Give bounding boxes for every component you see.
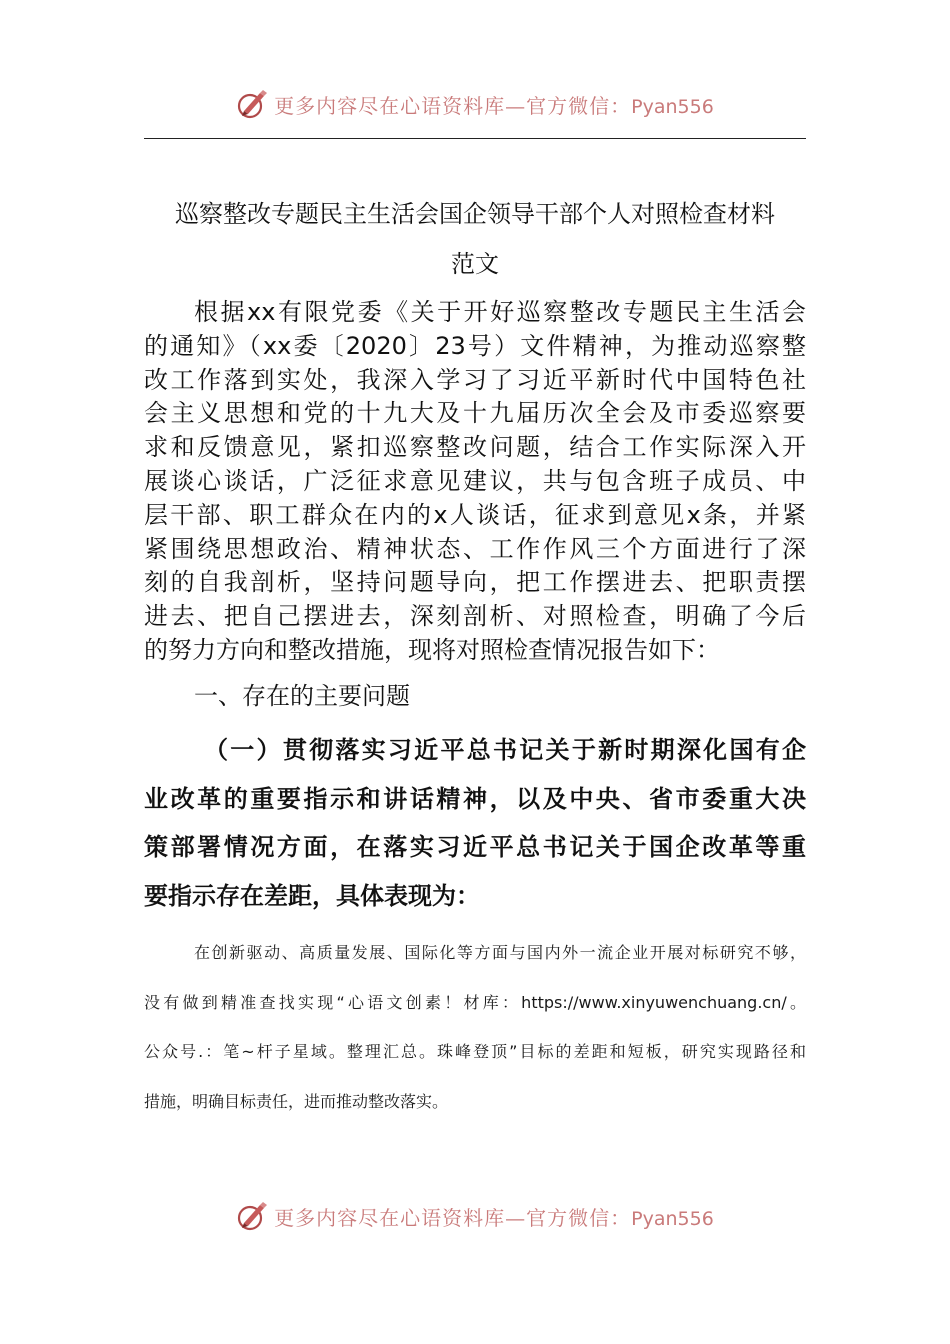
paragraph-line: 刻的自我剖析，坚持问题导向，把工作摆进去、把职责摆 xyxy=(144,568,806,597)
footer-banner xyxy=(0,1196,950,1236)
paragraph-line: 根据xx有限党委《关于开好巡察整改专题民主生活会 xyxy=(194,298,806,326)
detail-line: 公众号.：笔~杆子星域。整理汇总。珠峰登顶”目标的差距和短板，研究实现路径和 xyxy=(144,1042,806,1062)
paragraph-line: 的通知》（xx委〔2020〕23号）文件精神，为推动巡察整 xyxy=(144,331,806,360)
document-title-line-1: 巡察整改专题民主生活会国企领导干部个人对照检查材料 xyxy=(175,200,775,228)
detail-paragraph xyxy=(144,928,806,1127)
subsection-line: （一）贯彻落实习近平总书记关于新时期深化国有企 xyxy=(204,736,806,764)
footer-banner-text: 更多内容尽在心语资料库—官方微信：Pyan556 xyxy=(274,1205,714,1230)
section-heading: 一、存在的主要问题 xyxy=(194,682,410,710)
paragraph-line: 会主义思想和党的十九大及十九届历次全会及市委巡察要 xyxy=(144,399,806,428)
paragraph-line: 的努力方向和整改措施，现将对照检查情况报告如下： xyxy=(144,635,720,664)
subsection-heading xyxy=(144,726,806,921)
paragraph-line: 改工作落到实处，我深入学习了习近平新时代中国特色社 xyxy=(144,365,806,394)
header-wechat-id: Pyan556 xyxy=(631,95,714,118)
subsection-line: 策部署情况方面，在落实习近平总书记关于国企改革等重 xyxy=(144,833,806,862)
detail-line: 措施，明确目标责任，进而推动整改落实。 xyxy=(144,1092,449,1112)
document-title-line-2: 范文 xyxy=(451,250,499,278)
detail-line: 在创新驱动、高质量发展、国际化等方面与国内外一流企业开展对标研究不够， xyxy=(194,943,806,962)
paragraph-line: 求和反馈意见，紧扣巡察整改问题，结合工作实际深入开 xyxy=(144,433,806,462)
subsection-line: 业改革的重要指示和讲话精神，以及中央、省市委重大决 xyxy=(144,784,806,813)
paragraph-line: 层干部、职工群众在内的x人谈话，征求到意见x条，并紧 xyxy=(144,500,806,529)
pen-logo-icon xyxy=(236,1199,270,1233)
footer-wechat-id: Pyan556 xyxy=(631,1207,714,1230)
paragraph-line: 紧围绕思想政治、精神状态、工作作风三个方面进行了深 xyxy=(144,534,806,563)
header-banner xyxy=(0,84,950,124)
paragraph-line: 展谈心谈话，广泛征求意见建议，共与包含班子成员、中 xyxy=(144,466,806,495)
subsection-line: 要指示存在差距，具体表现为： xyxy=(144,882,480,911)
detail-line: 没有做到精准查找实现“心语文创素！材库：https://www.xinyuwenchuang.cn/。 xyxy=(144,992,806,1012)
paragraph-line: 进去、把自己摆进去，深刻剖析、对照检查，明确了今后 xyxy=(144,602,806,631)
intro-paragraph xyxy=(144,296,806,668)
header-divider xyxy=(144,138,806,139)
pen-logo-icon xyxy=(236,87,270,121)
header-banner-text: 更多内容尽在心语资料库—官方微信：Pyan556 xyxy=(274,93,714,118)
